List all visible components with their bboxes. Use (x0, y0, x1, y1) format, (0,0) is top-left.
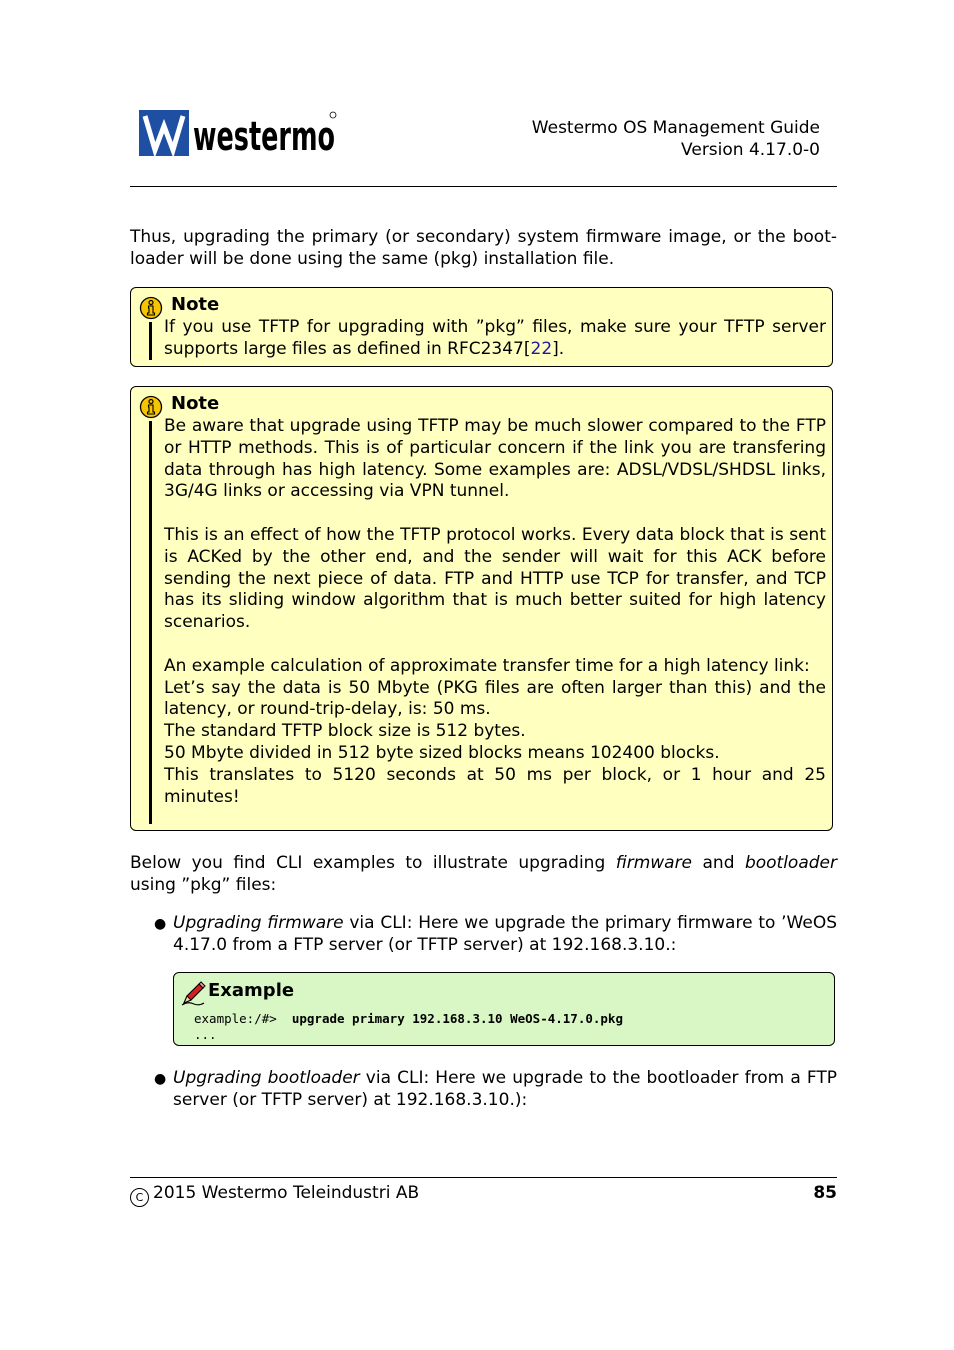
bullet-icon: ● (154, 916, 167, 932)
list-item-text: via CLI: Here we upgrade the primary firmware to ’WeOS 4.17.0 from a FTP server (or TFTP server) at 192.168.3.10.: (173, 913, 837, 955)
intro-paragraph: Thus, upgrading the primary (or secondary) system firmware image, or the boot-loader will be done using the same (pkg) installation file. (130, 227, 837, 269)
list-item-title: Upgrading firmware (173, 913, 344, 933)
note-box-tftp-large-files (130, 287, 833, 367)
example-code (194, 1011, 623, 1043)
reference-link[interactable]: 22 (530, 338, 553, 359)
pencil-icon (180, 979, 208, 1007)
note-body (164, 317, 826, 361)
text: using ”pkg” files: (130, 875, 277, 895)
cli-prompt: example:/#> (194, 1011, 292, 1026)
note-title: Note (171, 294, 220, 315)
calc-block-size: The standard TFTP block size is 512 bytes. (164, 721, 526, 742)
copyright-icon: C (130, 1188, 149, 1207)
note-text: If you use TFTP for upgrading with ”pkg” files, make sure your TFTP server supports large files as defined in RFC2347[ (164, 317, 826, 359)
cli-command: upgrade primary 192.168.3.10 WeOS-4.17.0.pkg (291, 1011, 623, 1026)
example-box (173, 972, 835, 1046)
guide-title: Westermo OS Management Guide (531, 118, 820, 138)
note-title: Note (171, 393, 220, 414)
list-item-title: Upgrading bootloader (173, 1068, 360, 1088)
note-paragraph-1: Be aware that upgrade using TFTP may be much slower compared to the FTP or HTTP methods. This is of particular concern if the link you are transfering data through has high latency. Some examples are: ADSL/VDSL/SHDSL links, 3G/4G links or accessing via VPN tunnel. (164, 416, 826, 502)
calc-blocks: 50 Mbyte divided in 512 byte sized blocks means 102400 blocks. (164, 742, 720, 763)
bullet-icon: ● (154, 1071, 167, 1087)
calc-result: This translates to 5120 seconds at 50 ms per block, or 1 hour and 25 minutes! (164, 764, 826, 807)
header-title (532, 117, 820, 161)
note-box-tftp-latency (130, 386, 833, 831)
page-number: 85 (813, 1183, 837, 1203)
note-body (164, 416, 826, 808)
calc-intro: An example calculation of approximate transfer time for a high latency link: (164, 655, 810, 676)
emphasis-firmware: firmware (615, 853, 693, 873)
note-paragraph-3 (164, 656, 826, 809)
note-bar (149, 421, 152, 824)
cli-examples-paragraph (130, 852, 837, 896)
emphasis-bootloader: bootloader (744, 853, 837, 873)
text: and (692, 853, 745, 873)
footer-divider (130, 1177, 837, 1178)
note-text-end: ]. (552, 338, 565, 359)
cli-ellipsis: ... (194, 1027, 217, 1042)
copyright-text: 2015 Westermo Teleindustri AB (153, 1183, 420, 1203)
example-title: Example (208, 980, 295, 1001)
list-item-upgrade-bootloader (154, 1067, 837, 1110)
list-item-text: via CLI: Here we upgrade to the bootloader from a FTP server (or TFTP server) at 192.168.3.10.): (173, 1068, 837, 1110)
info-icon (139, 296, 163, 320)
header-divider (130, 186, 837, 187)
list-item-upgrade-firmware (154, 912, 837, 955)
note-bar (149, 322, 152, 360)
guide-version: Version 4.17.0-0 (681, 140, 820, 160)
westermo-logo (139, 110, 339, 158)
footer-copyright (130, 1182, 419, 1207)
logo-text: westermo (193, 114, 335, 160)
note-paragraph-2: This is an effect of how the TFTP protocol works. Every data block that is sent is ACKed by the other end, and the sender will wait for this ACK before sending the next piece of data. FTP and HTTP use TCP for transfer, and TCP has its sliding window algorithm that is much better suited for high latency scenarios. (164, 524, 826, 633)
info-icon (139, 395, 163, 419)
calc-assumption: Let’s say the data is 50 Mbyte (PKG files are often larger than this) and the latency, or round-trip-delay, is: 50 ms. (164, 677, 826, 720)
text: Below you find CLI examples to illustrate upgrading (130, 853, 616, 873)
